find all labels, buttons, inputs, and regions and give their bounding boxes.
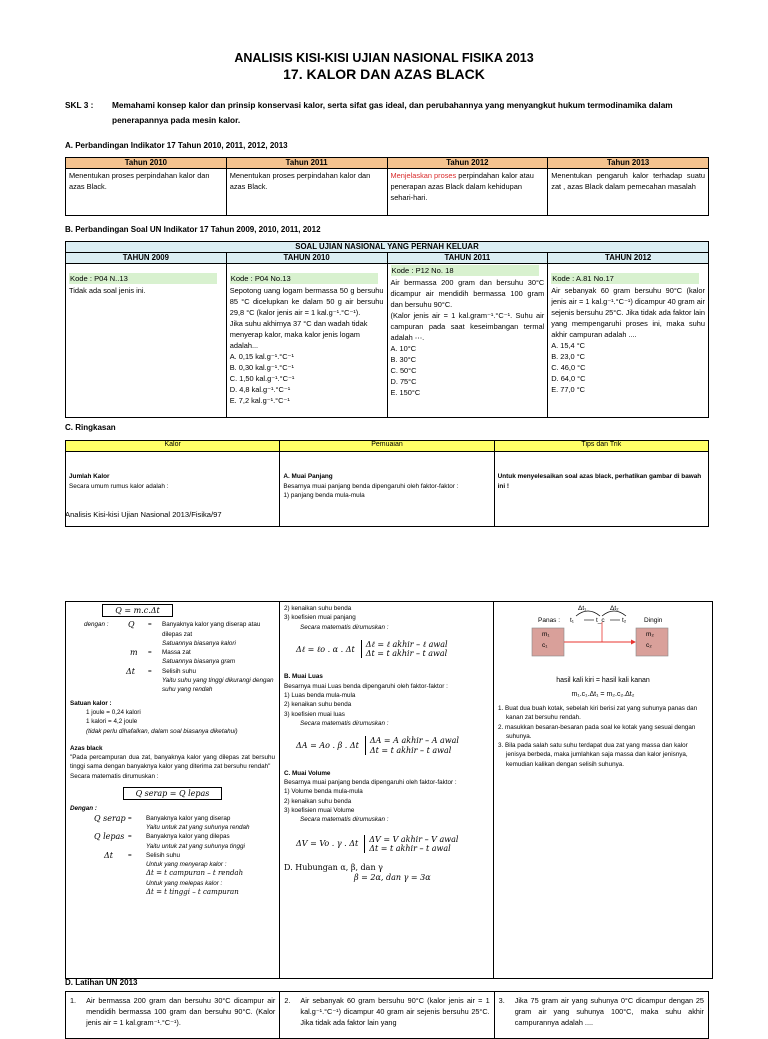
indicator-2012 bbox=[387, 169, 548, 216]
volume-expansion-formula: ΔV = Vo . γ . Δt bbox=[296, 839, 359, 849]
var-symbol: Δt bbox=[104, 850, 113, 860]
indicator-table bbox=[65, 157, 709, 216]
option: A. 15,4 °C bbox=[551, 341, 586, 350]
var-symbol: Q bbox=[128, 620, 135, 630]
satuan-item: 1 kalori = 4,2 joule bbox=[86, 718, 138, 726]
area-expansion-formula: ΔA = Ao . β . Δt bbox=[296, 740, 359, 750]
kode-2010: Kode : P04 No.13 bbox=[230, 273, 378, 284]
table-banner: SOAL UJIAN NASIONAL YANG PERNAH KELUAR bbox=[66, 242, 709, 253]
equals-sign: = bbox=[128, 814, 132, 822]
option: C. 46,0 °C bbox=[551, 363, 586, 372]
muai-item: 1) Volume benda mula-mula bbox=[284, 788, 363, 796]
q-text: Air bermassa 200 gram dan bersuhu 30°C dicampur air mendidih bermassa 100 gram dan bersuhu 90°C. (Kalor jenis air = 1 kal.gram⁻¹.°C⁻¹). bbox=[86, 996, 276, 1027]
tc-label: t_c bbox=[596, 617, 605, 624]
var-note: Yaitu suhu yang tinggi dikurangi dengan suhu yang rendah bbox=[162, 677, 274, 694]
section-c-heading: C. Ringkasan bbox=[65, 423, 116, 432]
question-2011 bbox=[387, 264, 548, 418]
math-label: Secara matematis dirumuskan : bbox=[300, 719, 389, 727]
dengan2-label: Dengan : bbox=[70, 805, 97, 813]
page-footer: Analisis Kisi-kisi Ujian Nasional 2013/Fisika/97 bbox=[65, 510, 222, 519]
practice-q2 bbox=[280, 992, 494, 1039]
option: B. 23,0 °C bbox=[551, 352, 586, 361]
col-header-2010: Tahun 2010 bbox=[66, 158, 227, 169]
section-b-heading: B. Perbandingan Soal UN Indikator 17 Tahun 2009, 2010, 2011, 2012 bbox=[65, 225, 321, 234]
m2-label: m₂ bbox=[646, 631, 654, 638]
muai-luas-title: B. Muai Luas bbox=[284, 673, 323, 681]
option: D. 64,0 °C bbox=[551, 374, 586, 383]
menyerap-formula: Δt = t campuran – t rendah bbox=[146, 869, 244, 878]
col-header-2012: TAHUN 2012 bbox=[548, 253, 709, 264]
var-note: Satuannya biasanya kalori bbox=[162, 639, 236, 647]
azas-formula: Q serap = Q lepas bbox=[123, 787, 223, 800]
document-title: ANALISIS KISI-KISI UJIAN NASIONAL FISIKA 2013 bbox=[234, 51, 534, 65]
muai-volume-title: C. Muai Volume bbox=[284, 769, 331, 777]
practice-table bbox=[65, 991, 709, 1039]
col-header-2011: Tahun 2011 bbox=[226, 158, 387, 169]
var-desc: Banyaknya kalor yang dilepas bbox=[146, 833, 230, 841]
panas-label: Panas : bbox=[538, 617, 561, 624]
question-2010-text2: Jika suhu akhirnya 37 °C dan wadah tidak menyerap kalor, maka kalor jenis logam adalah... bbox=[229, 319, 368, 350]
math-label: Secara matematis dirumuskan : bbox=[300, 816, 389, 824]
var-note: Yaitu untuk zat yang suhunya rendah bbox=[146, 823, 250, 831]
muai-item: 3) koefisien muai luas bbox=[284, 710, 345, 718]
skl-text: Memahami konsep kalor dan prinsip konservasi kalor, serta sifat gas ideal, dan perubahannya yang menyangkut hukum termodinamika dalam penerapannya pada mesin kalor. bbox=[112, 100, 673, 125]
muai-item: 2) kenaikan suhu benda bbox=[284, 605, 352, 612]
continued-kalor bbox=[66, 602, 280, 979]
section-d-heading: D. Latihan UN 2013 bbox=[65, 978, 138, 987]
var-symbol: Q lepas bbox=[94, 832, 125, 842]
question-2009-text: Tidak ada soal jenis ini. bbox=[69, 286, 146, 295]
black-principle-diagram bbox=[498, 604, 708, 704]
q-number: 2. bbox=[284, 996, 291, 1005]
azas-math-label: Secara matematis dirumuskan : bbox=[70, 772, 159, 780]
math-label: Secara matematis dirumuskan : bbox=[300, 623, 389, 631]
question-2011-text2: (Kalor jenis air = 1 kal.gram⁻¹.°C⁻¹. Suhu air campuran pada saat keseimbangan termal adalah ⋯. bbox=[390, 311, 545, 342]
muai-item: 2) kenaikan suhu benda bbox=[284, 797, 352, 805]
continued-pemuaian bbox=[280, 602, 494, 979]
summary-pemuaian bbox=[280, 452, 494, 527]
t1-label: t₁ bbox=[570, 617, 574, 624]
col-header-2010: TAHUN 2010 bbox=[226, 253, 387, 264]
summary-table-continued bbox=[65, 601, 713, 979]
question-2009 bbox=[66, 264, 227, 418]
delta-length-formula: Δℓ = ℓ akhir – ℓ awal bbox=[365, 639, 448, 649]
kode-2009: Kode : P04 N..13 bbox=[69, 273, 217, 284]
option: E. 7,2 kal.g⁻¹.°C⁻¹ bbox=[229, 396, 290, 405]
option: D. 75°C bbox=[390, 377, 417, 386]
heat-formula: Q = m.c.Δt bbox=[102, 604, 173, 617]
skl-code: SKL 3 : bbox=[65, 100, 94, 110]
hubungan-title: D. Hubungan α, β, dan γ bbox=[284, 863, 383, 873]
summary-tips bbox=[494, 452, 708, 527]
indicator-2010: Menentukan proses perpindahan kalor dan azas Black. bbox=[66, 169, 227, 216]
muai-item: 3) koefisien muai Volume bbox=[284, 807, 355, 815]
question-2011-text: Air bermassa 200 gram dan bersuhu 30°C dicampur air mendidih bermassa 100 gram dan bersuhu 90°C. bbox=[390, 278, 545, 309]
option: A. 0,15 kal.g⁻¹.°C⁻¹ bbox=[229, 352, 294, 361]
delta-area-formula: ΔA = A akhir – A awal bbox=[369, 736, 459, 746]
option: D. 4,8 kal.g⁻¹.°C⁻¹ bbox=[229, 385, 291, 394]
indicator-2011: Menentukan proses perpindahan kalor dan azas Black. bbox=[226, 169, 387, 216]
var-symbol: m bbox=[130, 648, 138, 658]
satuan-note: (tidak perlu dihafalkan, dalam soal biasanya diketahui) bbox=[86, 727, 238, 735]
muai-panjang-title: A. Muai Panjang bbox=[283, 473, 333, 480]
menyerap-label: Untuk yang menyerap kalor : bbox=[146, 861, 227, 869]
option: C. 1,50 kal.g⁻¹.°C⁻¹ bbox=[229, 374, 295, 383]
muai-item: 3) koefisien muai panjang bbox=[284, 614, 356, 622]
col-header-tips: Tips dan Trik bbox=[494, 441, 708, 452]
var-desc: Banyaknya kalor yang diserap atau dilepas zat bbox=[162, 621, 261, 638]
indicator-2012-highlight: Menjelaskan proses bbox=[390, 171, 457, 180]
satuan-title: Satuan kalor : bbox=[70, 699, 112, 707]
col-header-2013: Tahun 2013 bbox=[548, 158, 709, 169]
var-desc: Selisih suhu bbox=[146, 851, 180, 859]
option: B. 30°C bbox=[390, 355, 417, 364]
muai-luas-text: Besarnya muai Luas benda dipengaruhi oleh faktor-faktor : bbox=[284, 682, 448, 690]
chapter-title: 17. KALOR DAN AZAS BLACK bbox=[283, 66, 485, 82]
muai-item: 2) kenaikan suhu benda bbox=[284, 701, 352, 709]
practice-q3 bbox=[494, 992, 708, 1039]
option: C. 50°C bbox=[390, 366, 417, 375]
rule-formula: m₁.c₁.Δt₁ = m₂.c₂.Δt₂ bbox=[571, 691, 635, 698]
kode-2011: Kode : P12 No. 18 bbox=[391, 265, 539, 276]
dengan-label: dengan : bbox=[84, 621, 109, 629]
melepas-formula: Δt = t tinggi – t campuran bbox=[146, 888, 239, 897]
muai-item: 1) Luas benda mula-mula bbox=[284, 692, 356, 700]
rule-text: hasil kali kiri = hasil kali kanan bbox=[556, 677, 650, 684]
t2-label: t₂ bbox=[622, 617, 627, 624]
tips-text: Untuk menyelesaikan soal azas black, perhatikan gambar di bawah ini ! bbox=[497, 473, 702, 490]
skl-block bbox=[65, 98, 715, 125]
equals-sign: = bbox=[128, 833, 132, 841]
m1-label: m₁ bbox=[542, 631, 550, 638]
equals-sign: = bbox=[148, 667, 152, 675]
question-2012 bbox=[548, 264, 709, 418]
hubungan-formula: β = 2α, dan γ = 3α bbox=[354, 872, 431, 882]
option: A. 10°C bbox=[390, 344, 417, 353]
indicator-2013: Menentukan pengaruh kalor terhadap suatu zat , azas Black dalam pemecahan masalah bbox=[548, 169, 709, 216]
c1-label: c₁ bbox=[542, 642, 548, 649]
tip-step: 2. masukkan besaran-besaran pada soal ke kotak yang sesuai dengan suhunya. bbox=[498, 723, 696, 740]
var-desc: Banyaknya kalor yang diserap bbox=[146, 814, 231, 822]
muai-volume-text: Besarnya muai panjang benda dipengaruhi oleh faktor-faktor : bbox=[284, 779, 457, 787]
melepas-label: Untuk yang melepas kalor : bbox=[146, 879, 223, 887]
continued-tips bbox=[494, 602, 713, 979]
var-symbol: Δt bbox=[126, 666, 135, 676]
delta-temp-formula: Δt = t akhir – t awal bbox=[369, 843, 451, 853]
question-2012-text: Air sebanyak 60 gram bersuhu 90°C (kalor jenis air = 1 kal.g⁻¹.°C⁻¹) dicampur 40 gram air sejenis bersuhu 25°C. Jika tidak ada faktor lain yang mempengaruhi proses ini, maka suhu akhir campuran adalah .... bbox=[551, 286, 705, 339]
delta-temp-formula: Δt = t akhir – t awal bbox=[365, 649, 448, 659]
q-text: Jika 75 gram air yang suhunya 0°C dicampur dengan 25 gram air yang suhunya 100°C, maka suhu akhir campurannya adalah .... bbox=[514, 996, 704, 1027]
satuan-item: 1 joule = 0,24 kalori bbox=[86, 708, 141, 716]
practice-q1 bbox=[66, 992, 280, 1039]
question-2010 bbox=[226, 264, 387, 418]
col-header-2009: TAHUN 2009 bbox=[66, 253, 227, 264]
option: E. 150°C bbox=[390, 388, 421, 397]
muai-panjang-item: 1) panjang benda mula-mula bbox=[283, 492, 365, 499]
col-header-kalor: Kalor bbox=[66, 441, 280, 452]
equals-sign: = bbox=[148, 649, 152, 657]
tip-step: 1. Buat dua buah kotak, sebelah kiri berisi zat yang suhunya panas dan kanan zat bersuhu rendah. bbox=[498, 705, 698, 722]
kalor-title: Jumlah Kalor bbox=[69, 473, 110, 480]
var-desc: Massa zat bbox=[162, 649, 191, 657]
dingin-label: Dingin bbox=[644, 617, 663, 624]
c2-label: c₂ bbox=[646, 642, 652, 649]
dt2-label: Δt₂ bbox=[610, 605, 619, 612]
col-header-pemuaian: Pemuaian bbox=[280, 441, 494, 452]
azas-title: Azas black bbox=[70, 744, 103, 752]
tip-step: 3. Bila pada salah satu suhu terdapat dua zat yang massa dan kalor jenisya berbeda, maka jumlahkan saja massa dan kalor jenisnya, kemudian kalikan dengan selisih suhunya. bbox=[498, 742, 688, 768]
kode-2012: Kode : A.81 No.17 bbox=[551, 273, 699, 284]
q-text: Air sebanyak 60 gram bersuhu 90°C (kalor jenis air = 1 kal.g⁻¹.°C⁻¹) dicampur 40 gram air sejenis bersuhu 25°C. Jika tidak ada faktor lain yang bbox=[300, 996, 490, 1027]
question-2010-text: Sepotong uang logam bermassa 50 g bersuhu 85 °C dicelupkan ke dalam 50 g air bersuhu 29,8 °C (kalor jenis air = 1 kal.g⁻¹.°C⁻¹). bbox=[229, 286, 384, 317]
delta-volume-formula: ΔV = V akhir – V awal bbox=[369, 834, 459, 844]
delta-temp-formula: Δt = t akhir – t awal bbox=[369, 745, 452, 755]
equals-sign: = bbox=[148, 621, 152, 629]
equals-sign: = bbox=[128, 851, 132, 859]
past-questions-table bbox=[65, 241, 709, 418]
var-note: Satuannya biasanya gram bbox=[162, 658, 236, 666]
muai-panjang-text: Besarnya muai panjang benda dipengaruhi oleh faktor-faktor : bbox=[283, 482, 459, 490]
var-symbol: Q serap bbox=[94, 813, 126, 823]
option: B. 0,30 kal.g⁻¹.°C⁻¹ bbox=[229, 363, 294, 372]
col-header-2012: Tahun 2012 bbox=[387, 158, 548, 169]
linear-expansion-formula: Δℓ = ℓo . α . Δt bbox=[296, 644, 355, 654]
q-number: 1. bbox=[70, 996, 77, 1005]
heat-flow-arrow bbox=[631, 640, 636, 645]
kalor-text: Secara umum rumus kalor adalah : bbox=[69, 482, 169, 490]
azas-text: "Pada percampuran dua zat, banyaknya kalor yang dilepas zat bersuhu tinggi sama dengan banyaknya kalor yang diterima zat bersuhu rendah" bbox=[70, 754, 275, 771]
dt1-label: Δt₁ bbox=[578, 605, 587, 612]
option: E. 77,0 °C bbox=[551, 385, 586, 394]
q-number: 3. bbox=[498, 996, 505, 1005]
indicator-2012-text: perpindahan kalor atau penerapan azas Black dalam kehidupan sehari-hari. bbox=[390, 171, 534, 202]
var-note: Yaitu untuk zat yang suhunya tinggi bbox=[146, 842, 245, 850]
section-a-heading: A. Perbandingan Indikator 17 Tahun 2010, 2011, 2012, 2013 bbox=[65, 141, 288, 150]
var-desc: Selisih suhu bbox=[162, 667, 196, 675]
col-header-2011: TAHUN 2011 bbox=[387, 253, 548, 264]
